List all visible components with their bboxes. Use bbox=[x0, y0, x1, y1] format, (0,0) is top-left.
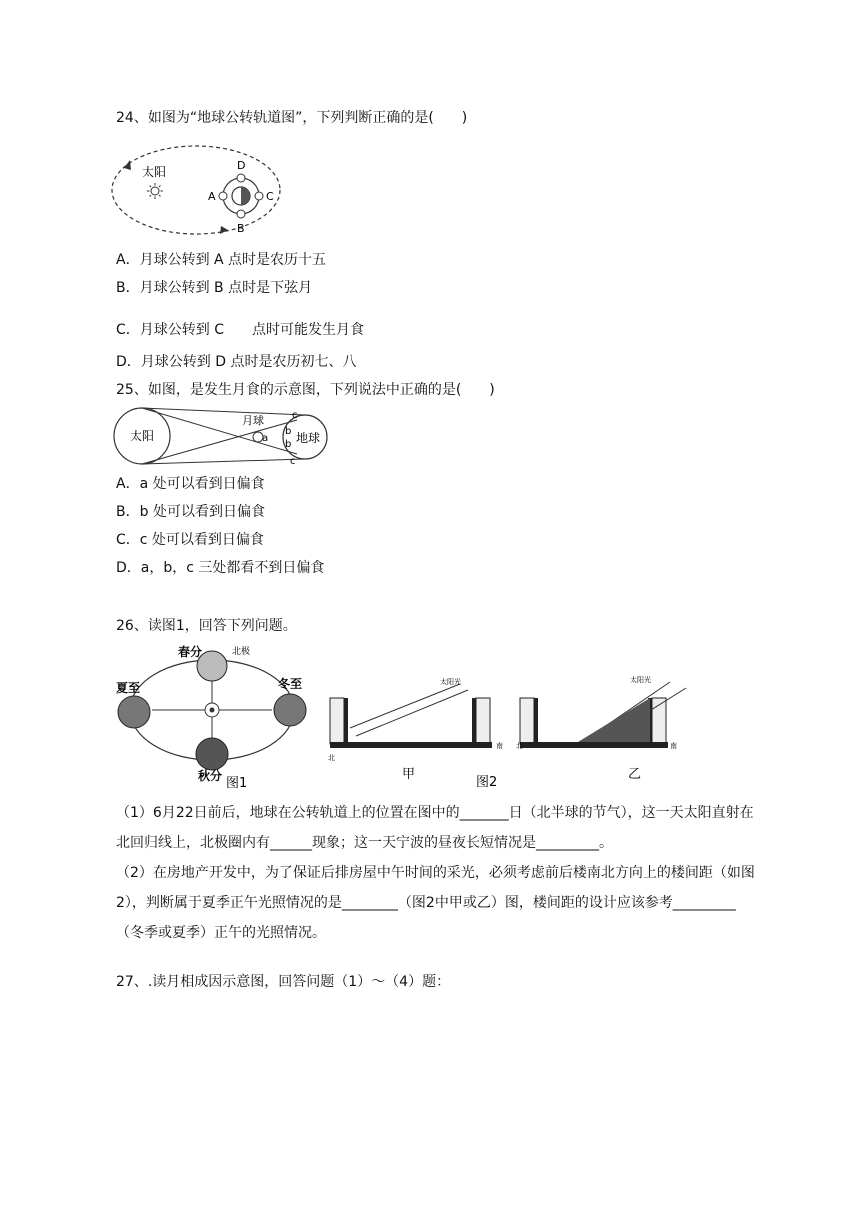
q26-stem: 26、读图1，回答下列问题。 bbox=[116, 618, 297, 634]
ground-yi bbox=[520, 742, 668, 748]
north-label-jia: 北 bbox=[328, 754, 335, 762]
q24-option-a: A．月球公转到 A 点时是农历十五 bbox=[116, 252, 327, 268]
jia-label: 甲 bbox=[402, 767, 416, 782]
q26-part1: （1）6月22日前后，地球在公转轨道上的位置在图中的_______日（北半球的节气），这一天太阳直射在北回归线上，北极圈内有______现象；这一天宁波的昼夜长短情况是_________。 bbox=[116, 805, 754, 851]
shadow-yi bbox=[578, 698, 650, 742]
sunlight-label-jia: 太阳光 bbox=[440, 678, 461, 686]
earth-summer bbox=[118, 696, 150, 728]
q24-stem: 24、如图为“地球公转轨道图”，下列判断正确的是( ) bbox=[116, 110, 468, 126]
label-b-top: b bbox=[285, 426, 292, 437]
q24-option-b: B．月球公转到 B 点时是下弦月 bbox=[116, 280, 313, 296]
earth-autumn bbox=[196, 738, 228, 770]
q27-stem: 27、.读月相成因示意图，回答问题（1）～（4）题： bbox=[116, 974, 451, 990]
q25-option-b: B．b 处可以看到日偏食 bbox=[116, 504, 265, 520]
ray-line bbox=[142, 408, 305, 415]
sun-label: 太阳 bbox=[130, 429, 155, 443]
moon-label: 月球 bbox=[242, 414, 264, 427]
earth-winter bbox=[274, 694, 306, 726]
q24-option-d: D．月球公转到 D 点时是农历初七、八 bbox=[116, 354, 357, 370]
figure2-caption: 图2 bbox=[476, 775, 498, 788]
moon-position-b bbox=[237, 210, 245, 218]
south-label-yi: 南 bbox=[670, 742, 677, 750]
moon-position-d bbox=[237, 174, 245, 182]
south-label-jia: 南 bbox=[496, 742, 503, 750]
moon-position-a bbox=[219, 192, 227, 200]
q25-stem: 25、如图，是发生月食的示意图，下列说法中正确的是( ) bbox=[116, 382, 495, 398]
orbit-arrow-icon bbox=[124, 160, 131, 170]
q25-option-d: D．a，b，c 三处都看不到日偏食 bbox=[116, 560, 325, 576]
label-a: a bbox=[262, 433, 269, 444]
yi-label: 乙 bbox=[628, 767, 642, 782]
winter-label: 冬至 bbox=[278, 677, 303, 691]
q25-option-c: C．c 处可以看到日偏食 bbox=[116, 532, 264, 548]
sun-label: 太阳 bbox=[142, 165, 167, 179]
north-pole-label: 北极 bbox=[232, 647, 251, 657]
spring-label: 春分 bbox=[178, 645, 203, 659]
ray-line bbox=[142, 459, 305, 464]
label-b-bottom: b bbox=[285, 439, 292, 450]
earth-icon bbox=[232, 187, 250, 205]
point-d-label: D bbox=[237, 159, 246, 172]
orbit-arrow-icon bbox=[220, 226, 228, 234]
point-b-label: B bbox=[237, 222, 245, 235]
q25-option-a: A．a 处可以看到日偏食 bbox=[116, 476, 265, 492]
label-c-bottom: c bbox=[290, 456, 296, 467]
q25-eclipse-figure bbox=[112, 404, 342, 472]
sun-icon bbox=[147, 183, 163, 199]
point-c-label: C bbox=[266, 190, 274, 203]
building-north-yi bbox=[520, 698, 534, 744]
earth-orbit-path bbox=[112, 146, 280, 234]
autumn-label: 秋分 bbox=[198, 769, 223, 783]
earth-label: 地球 bbox=[296, 431, 321, 445]
north-label-yi: 北 bbox=[516, 742, 523, 750]
q26-figure1 bbox=[112, 640, 316, 794]
ground-jia bbox=[330, 742, 492, 748]
label-c-top: c bbox=[292, 410, 298, 421]
figure1-caption: 图1 bbox=[226, 776, 248, 790]
q26-figure2 bbox=[320, 676, 700, 792]
sun-ray bbox=[350, 684, 460, 728]
building-south-jia bbox=[476, 698, 490, 744]
q24-option-c: C．月球公转到 C 点时可能发生月食 bbox=[116, 322, 364, 338]
q26-part2: （2）在房地产开发中，为了保证后排房屋中午时间的采光，必须考虑前后楼南北方向上的楼间距（如图2），判断属于夏季正午光照情况的是________（图2中甲或乙）图，楼间距的设计应该参考_________（冬季或夏季）正午的光照情况。 bbox=[116, 865, 755, 941]
q24-orbit-figure bbox=[108, 142, 288, 242]
sun-ray bbox=[356, 690, 468, 736]
moon-position-c bbox=[255, 192, 263, 200]
sunlight-label-yi: 太阳光 bbox=[630, 676, 651, 684]
point-a-label: A bbox=[208, 190, 216, 203]
summer-label: 夏至 bbox=[116, 681, 141, 695]
building-north-jia bbox=[330, 698, 344, 744]
